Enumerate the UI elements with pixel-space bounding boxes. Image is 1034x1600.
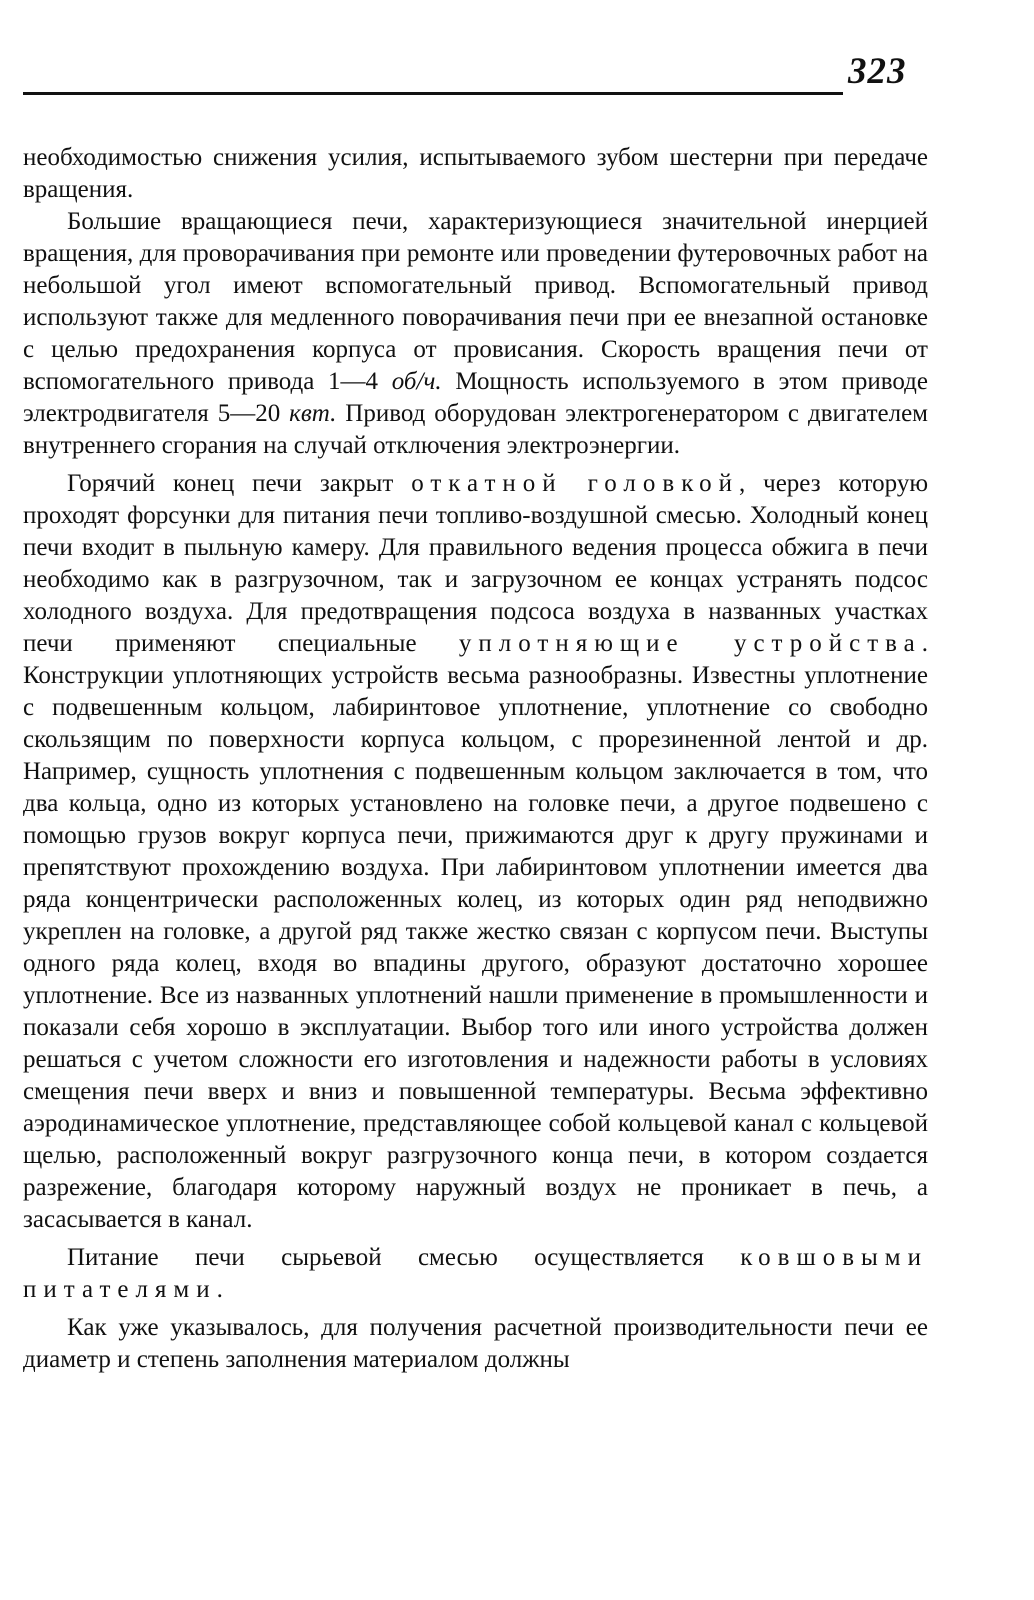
term-bucket-feeders: ковшовыми питателями — [23, 1244, 928, 1303]
page-number: 323 — [848, 51, 907, 92]
text-span: Мощность используемого в этом приводе электродвигателя 5—20 — [23, 368, 928, 427]
paragraph-continuation: необходимостью снижения усилия, испытываемого зубом шестерни при передаче вращения. — [23, 144, 928, 203]
paragraph-feeding — [23, 1242, 928, 1306]
term-sliding-head: откатной головкой — [411, 470, 739, 497]
text-span: , через которую проходят форсунки для питания печи топливо-воздушной смесью. Холодный конец печи входит в пыльную камеру. Для правильного ведения процесса обжига в печи необходимо как в разгрузочном, так и загрузочном ее концах устранять подсос холодного воздуха. Для предотвращения подсоса воздуха в названных участках печи применяют специальные — [23, 470, 928, 657]
header-rule — [23, 92, 843, 95]
unit-kw: квт. — [289, 400, 337, 427]
text-span: Привод оборудован электрогенератором с двигателем внутреннего сгорания на случай отключения электроэнергии. — [23, 400, 928, 459]
paragraph-seals — [23, 468, 928, 1236]
unit-rev-per-hour: об/ч. — [391, 368, 442, 395]
text-span: . — [216, 1276, 223, 1303]
paragraph-capacity: Как уже указывалось, для получения расчетной производительности печи ее диаметр и степень заполнения материалом должны — [23, 1314, 928, 1373]
body-text — [23, 142, 928, 1376]
paragraph-auxiliary-drive — [23, 206, 928, 462]
text-span: Горячий конец печи закрыт — [67, 470, 412, 497]
text-span: . Конструкции уплотняющих устройств весьма разнообразны. Известны уплотнение с подвешенным кольцом, лабиринтовое уплотнение, уплотнение со свободно скользящим по поверхности корпуса кольцом, с прорезиненной лентой и др. Например, сущность уплотнения с подвешенным кольцом заключается в том, что два кольца, одно из которых установлено на головке печи, а другое подвешено с помощью грузов вокруг корпуса печи, прижимаются друг к другу пружинами и препятствуют прохождению воздуха. При лабиринтовом уплотнении имеется два ряда концентрически расположенных колец, из которых один ряд неподвижно укреплен на головке, а другой ряд также жестко связан с корпусом печи. Выступы одного ряда колец, входя во впадины другого, образуют достаточно хорошее уплотнение. Все из названных уплотнений нашли применение в промышленности и показали себя хорошо в эксплуатации. Выбор того или иного устройства должен решаться с учетом сложности его изготовления и надежности работы в условиях смещения печи вверх и вниз и повышенной температуры. Весьма эффективно аэродинамическое уплотнение, представляющее собой кольцевой канал с кольцевой щелью, расположенный вокруг разгрузочного конца печи, в котором создается разрежение, благодаря которому наружный воздух не проникает в печь, а засасывается в канал. — [23, 630, 928, 1233]
text-span: Питание печи сырьевой смесью осуществляется — [67, 1244, 741, 1271]
text-span: Большие вращающиеся печи, характеризующиеся значительной инерцией вращения, для проворачивания при ремонте или проведении футеровочных работ на небольшой угол имеют вспомогательный привод. Вспомогательный привод используют также для медленного поворачивания печи при ее внезапной остановке с целью предохранения корпуса от провисания. Скорость вращения печи от вспомогательного привода 1—4 — [23, 208, 928, 395]
term-sealing-devices: уплотняющие устройства — [458, 630, 922, 657]
